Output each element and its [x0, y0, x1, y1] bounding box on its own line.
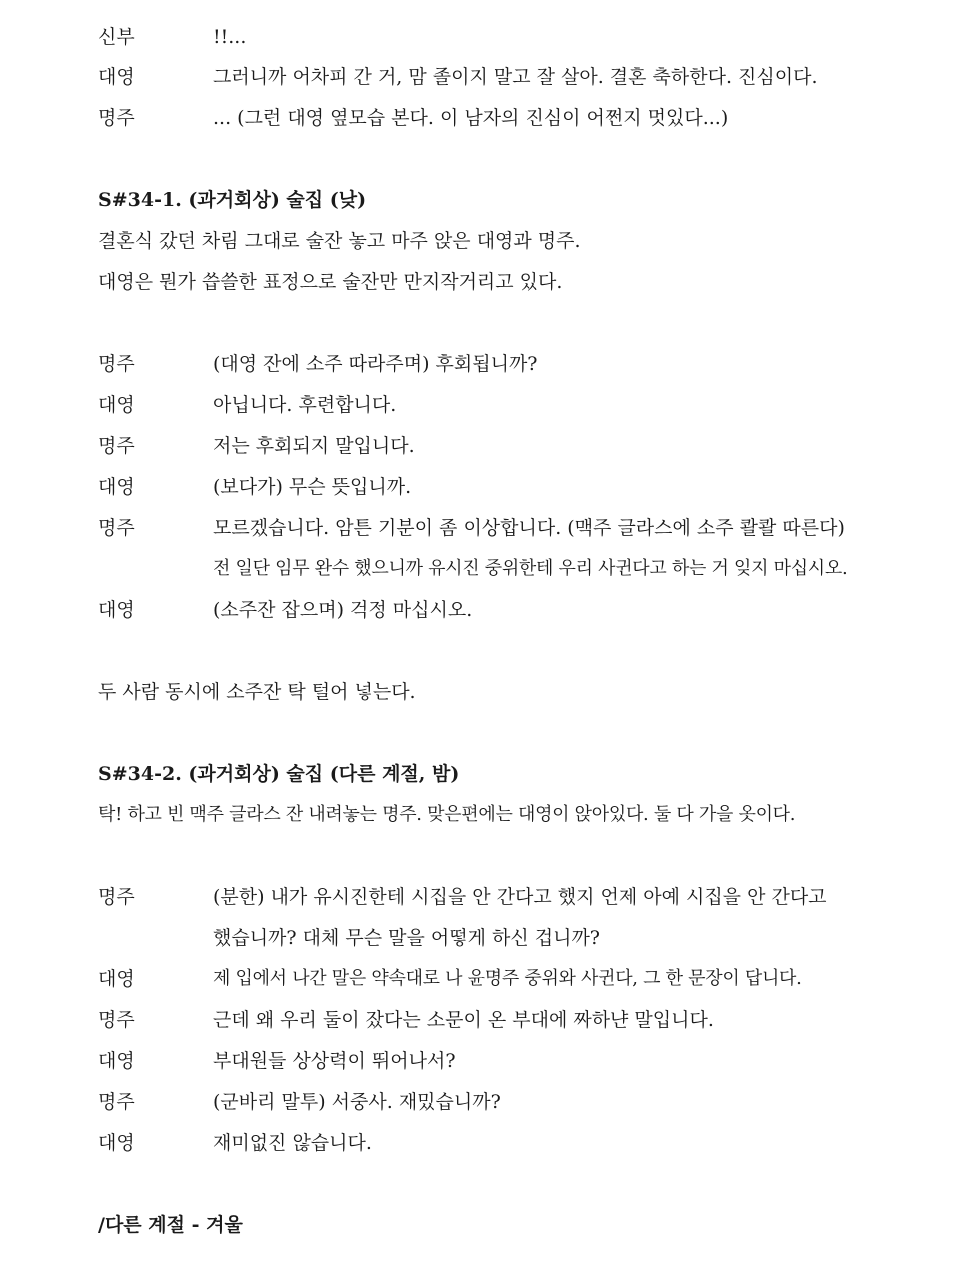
speaker-name: 대영 — [98, 1132, 135, 1154]
speaker-name: 대영 — [98, 1050, 135, 1072]
speaker-name: 명주 — [98, 886, 135, 908]
scene-heading: S#34-1. (과거회상) 술집 (낮) — [98, 189, 367, 211]
dialogue-line: (소주잔 잡으며) 걱정 마십시오. — [213, 599, 473, 621]
dialogue-line: ... (그런 대영 옆모습 본다. 이 남자의 진심이 어쩐지 멋있다...) — [213, 107, 729, 129]
speaker-name: 대영 — [98, 66, 135, 88]
dialogue-line: (대영 잔에 소주 따라주며) 후회됩니까? — [213, 353, 538, 375]
dialogue-line: (군바리 말투) 서중사. 재밌습니까? — [213, 1091, 501, 1113]
dialogue-line: !!... — [213, 26, 247, 48]
dialogue-line: (보다가) 무슨 뜻입니까. — [213, 476, 412, 498]
speaker-name: 명주 — [98, 435, 135, 457]
speaker-name: 명주 — [98, 353, 135, 375]
speaker-name: 대영 — [98, 476, 135, 498]
speaker-name: 대영 — [98, 599, 135, 621]
action-line: 결혼식 갔던 차림 그대로 술잔 놓고 마주 앉은 대영과 명주. — [98, 230, 581, 252]
dialogue-line: 그러니까 어차피 간 거, 맘 졸이지 말고 잘 살아. 결혼 축하한다. 진심이다. — [213, 66, 818, 88]
dialogue-line: 아닙니다. 후련합니다. — [213, 394, 397, 416]
dialogue-line: 재미없진 않습니다. — [213, 1132, 372, 1154]
dialogue-line: 제 입에서 나간 말은 약속대로 나 윤명주 중위와 사귄다, 그 한 문장이 답니다. — [213, 968, 802, 989]
speaker-name: 명주 — [98, 107, 135, 129]
dialogue-line: (분한) 내가 유시진한테 시집을 안 간다고 했지 언제 아예 시집을 안 간다고 — [213, 886, 827, 908]
speaker-name: 명주 — [98, 1091, 135, 1113]
action-line: 대영은 뭔가 씁쓸한 표정으로 술잔만 만지작거리고 있다. — [98, 271, 563, 293]
action-line: 탁! 하고 빈 맥주 글라스 잔 내려놓는 명주. 맞은편에는 대영이 앉아있다. 둘 다 가을 옷이다. — [98, 804, 796, 825]
dialogue-line: 했습니까? 대체 무슨 말을 어떻게 하신 겁니까? — [213, 927, 600, 949]
speaker-name: 대영 — [98, 968, 135, 990]
dialogue-line: 전 일단 임무 완수 했으니까 유시진 중위한테 우리 사귄다고 하는 거 잊지 마십시오. — [213, 558, 848, 579]
speaker-name: 신부 — [98, 26, 135, 48]
scene-heading: S#34-2. (과거회상) 술집 (다른 계절, 밤) — [98, 763, 460, 785]
dialogue-line: 저는 후회되지 말입니다. — [213, 435, 415, 457]
action-line: 두 사람 동시에 소주잔 탁 털어 넣는다. — [98, 681, 416, 703]
dialogue-line: 모르겠습니다. 암튼 기분이 좀 이상합니다. (맥주 글라스에 소주 콸콸 따른다) — [213, 517, 845, 539]
dialogue-line: 부대원들 상상력이 뛰어나서? — [213, 1050, 456, 1072]
transition-heading: /다른 계절 - 겨울 — [98, 1214, 243, 1236]
speaker-name: 명주 — [98, 517, 135, 539]
dialogue-line: 근데 왜 우리 둘이 잤다는 소문이 온 부대에 짜하냔 말입니다. — [213, 1009, 714, 1031]
speaker-name: 대영 — [98, 394, 135, 416]
speaker-name: 명주 — [98, 1009, 135, 1031]
